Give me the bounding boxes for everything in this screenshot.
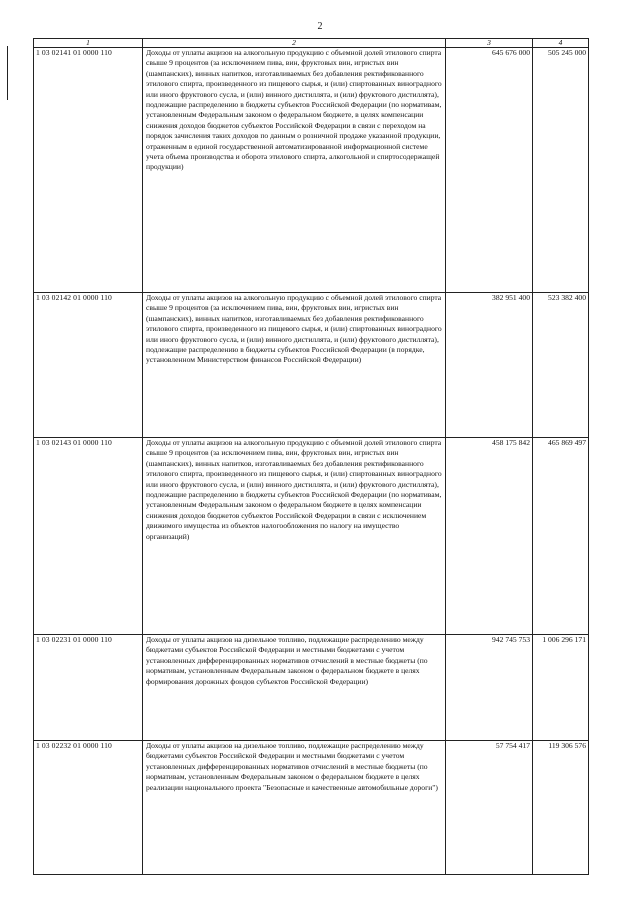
description-cell: Доходы от уплаты акцизов на дизельное топливо, подлежащие распределению между бюджетами субъектов Российской Федерации и местными бюджетами с учетом установленных дифференцированных нормативов отчислений в местные бюджеты (по нормативам, установленным Федеральным законом о федеральном бюджете в целях реализации национального проекта "Безопасные и качественные автомобильные дороги") bbox=[143, 741, 446, 875]
table-row bbox=[34, 438, 589, 635]
revenue-table bbox=[33, 38, 589, 875]
page-number: 2 bbox=[317, 21, 323, 32]
budget-code-cell: 1 03 02141 01 0000 110 bbox=[34, 48, 143, 293]
table-row bbox=[34, 741, 589, 875]
description-cell: Доходы от уплаты акцизов на алкогольную продукцию с объемной долей этилового спирта свыше 9 процентов (за исключением пива, вин, фруктовых вин, игристых вин (шампанских), винных напитков, изготавливаемых без добавления ректификованного этилового спирта, произведенного из пищевого сырья, и (или) спиртованных виноградного или иного фруктового сусла, и (или) винного дистиллята, и (или) фруктового дистиллята), подлежащие распределению в бюджеты субъектов Российской Федерации (в порядке, установленном Министерством финансов Российской Федерации) bbox=[143, 293, 446, 438]
description-cell: Доходы от уплаты акцизов на алкогольную продукцию с объемной долей этилового спирта свыше 9 процентов (за исключением пива, вин, фруктовых вин, игристых вин (шампанских), винных напитков, изготавливаемых без добавления ректификованного этилового спирта, произведенного из пищевого сырья, и (или) спиртованных виноградного или иного фруктового сусла, и (или) винного дистиллята, и (или) фруктового дистиллята), подлежащие распределению в бюджеты субъектов Российской Федерации (по нормативам, установленным Федеральным законом о федеральном бюджете, в целях компенсации снижения доходов бюджетов субъектов Российской Федерации в связи с переходом на порядок зачисления таких доходов по данным о розничной продаже указанной продукции, отраженным в единой государственной автоматизированной информационной системе учета объема производства и оборота этилового спирта, алкогольной и спиртосодержащей продукции) bbox=[143, 48, 446, 293]
amount-col3-cell: 382 951 400 bbox=[446, 293, 533, 438]
budget-code-cell: 1 03 02231 01 0000 110 bbox=[34, 635, 143, 741]
amount-col3-cell: 942 745 753 bbox=[446, 635, 533, 741]
column-header-1: 1 bbox=[34, 39, 143, 48]
column-header-2: 2 bbox=[143, 39, 446, 48]
amount-col4-cell: 119 306 576 bbox=[533, 741, 589, 875]
column-header-4: 4 bbox=[533, 39, 589, 48]
amount-col4-cell: 1 006 296 171 bbox=[533, 635, 589, 741]
amount-col4-cell: 505 245 000 bbox=[533, 48, 589, 293]
amount-col3-cell: 458 175 842 bbox=[446, 438, 533, 635]
amount-col4-cell: 465 869 497 bbox=[533, 438, 589, 635]
amount-col3-cell: 645 676 000 bbox=[446, 48, 533, 293]
budget-code-cell: 1 03 02232 01 0000 110 bbox=[34, 741, 143, 875]
budget-code-cell: 1 03 02142 01 0000 110 bbox=[34, 293, 143, 438]
budget-code-cell: 1 03 02143 01 0000 110 bbox=[34, 438, 143, 635]
amount-col3-cell: 57 754 417 bbox=[446, 741, 533, 875]
amount-col4-cell: 523 382 400 bbox=[533, 293, 589, 438]
table-row bbox=[34, 48, 589, 293]
table-row bbox=[34, 635, 589, 741]
column-header-3: 3 bbox=[446, 39, 533, 48]
table-header-row bbox=[34, 39, 589, 48]
description-cell: Доходы от уплаты акцизов на дизельное топливо, подлежащие распределению между бюджетами субъектов Российской Федерации и местными бюджетами с учетом установленных дифференцированных нормативов отчислений в местные бюджеты (по нормативам, установленным Федеральным законом о федеральном бюджете в целях формирования дорожных фондов субъектов Российской Федерации) bbox=[143, 635, 446, 741]
table-row bbox=[34, 293, 589, 438]
description-cell: Доходы от уплаты акцизов на алкогольную продукцию с объемной долей этилового спирта свыше 9 процентов (за исключением пива, вин, фруктовых вин, игристых вин (шампанских), винных напитков, изготавливаемых без добавления ректификованного этилового спирта, произведенного из пищевого сырья, и (или) спиртованных виноградного или иного фруктового сусла, и (или) винного дистиллята, и (или) фруктового дистиллята), подлежащие распределению в бюджеты субъектов Российской Федерации (по нормативам, установленным Федеральным законом о федеральном бюджете в целях компенсации снижения доходов бюджетов субъектов Российской Федерации в связи с исключением движимого имущества из объектов налогообложения по налогу на имущество организаций) bbox=[143, 438, 446, 635]
binding-margin-line bbox=[7, 46, 8, 100]
